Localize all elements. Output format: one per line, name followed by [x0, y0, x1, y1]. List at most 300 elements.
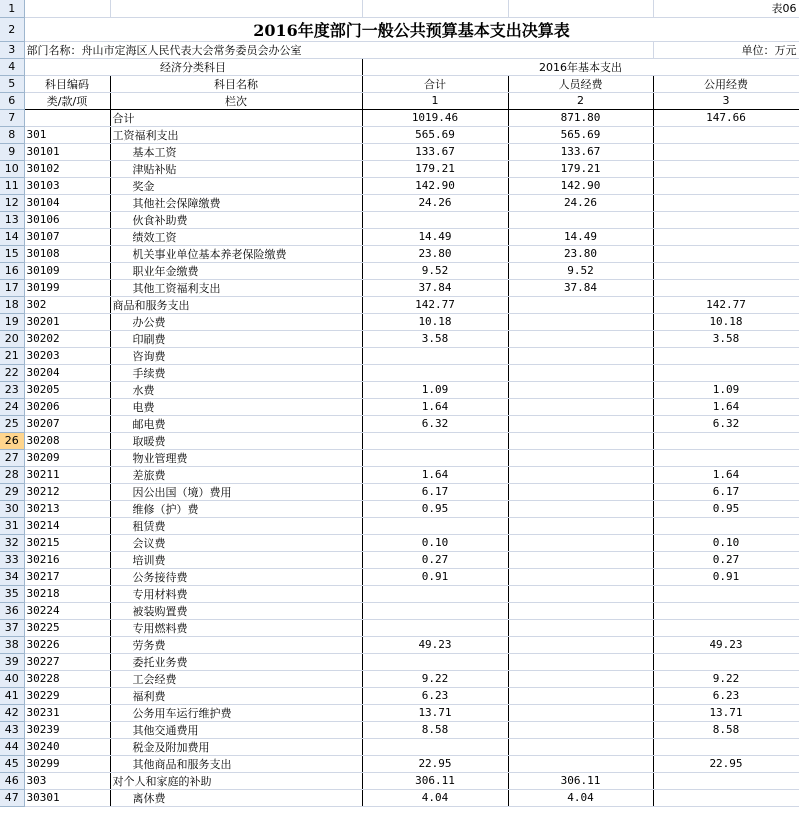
table-row [0, 279, 799, 296]
row-header[interactable]: 44 [0, 738, 24, 755]
personnel-cell[interactable] [508, 483, 653, 500]
row-header[interactable]: 1 [0, 0, 24, 17]
total-cell[interactable]: 3.58 [362, 330, 508, 347]
public-cell[interactable]: 1.64 [653, 466, 799, 483]
header-column-1[interactable]: 1 [362, 92, 508, 109]
table-row [0, 415, 799, 432]
public-cell[interactable]: 1.64 [653, 398, 799, 415]
public-cell[interactable] [653, 602, 799, 619]
public-cell[interactable] [653, 347, 799, 364]
code-cell[interactable]: 30101 [24, 143, 110, 160]
total-cell[interactable] [362, 585, 508, 602]
unit-label[interactable]: 单位：万元 [653, 41, 799, 58]
code-cell[interactable]: 30213 [24, 500, 110, 517]
personnel-cell[interactable]: 142.90 [508, 177, 653, 194]
header-level[interactable]: 类/款/项 [24, 92, 110, 109]
name-cell[interactable]: 津贴补贴 [110, 160, 362, 177]
row-header[interactable]: 14 [0, 228, 24, 245]
row-header[interactable]: 43 [0, 721, 24, 738]
name-cell[interactable]: 专用燃料费 [110, 619, 362, 636]
cell[interactable] [362, 0, 508, 17]
name-cell[interactable]: 被装购置费 [110, 602, 362, 619]
name-cell[interactable]: 办公费 [110, 313, 362, 330]
code-cell[interactable]: 30205 [24, 381, 110, 398]
personnel-cell[interactable] [508, 687, 653, 704]
public-cell[interactable]: 9.22 [653, 670, 799, 687]
public-cell[interactable]: 6.17 [653, 483, 799, 500]
code-cell[interactable]: 30207 [24, 415, 110, 432]
personnel-cell[interactable] [508, 602, 653, 619]
code-cell[interactable]: 30108 [24, 245, 110, 262]
public-cell[interactable]: 6.32 [653, 415, 799, 432]
code-cell[interactable]: 30217 [24, 568, 110, 585]
name-cell[interactable]: 奖金 [110, 177, 362, 194]
total-cell[interactable]: 14.49 [362, 228, 508, 245]
row-header[interactable]: 5 [0, 75, 24, 92]
table-row [0, 194, 799, 211]
code-cell[interactable]: 30215 [24, 534, 110, 551]
row-header[interactable]: 41 [0, 687, 24, 704]
name-cell[interactable]: 水费 [110, 381, 362, 398]
personnel-cell[interactable] [508, 500, 653, 517]
public-cell[interactable]: 3.58 [653, 330, 799, 347]
total-cell[interactable] [362, 364, 508, 381]
total-cell[interactable]: 13.71 [362, 704, 508, 721]
public-cell[interactable] [653, 160, 799, 177]
code-cell[interactable]: 30228 [24, 670, 110, 687]
table-row [0, 551, 799, 568]
name-cell[interactable]: 物业管理费 [110, 449, 362, 466]
code-cell[interactable]: 30107 [24, 228, 110, 245]
total-cell[interactable]: 565.69 [362, 126, 508, 143]
personnel-cell[interactable]: 4.04 [508, 789, 653, 806]
personnel-cell[interactable] [508, 738, 653, 755]
code-cell[interactable]: 30212 [24, 483, 110, 500]
row-header[interactable]: 17 [0, 279, 24, 296]
public-cell[interactable] [653, 585, 799, 602]
personnel-cell[interactable] [508, 313, 653, 330]
name-cell[interactable]: 因公出国（境）费用 [110, 483, 362, 500]
table-row [0, 449, 799, 466]
name-cell[interactable]: 税金及附加费用 [110, 738, 362, 755]
header-column-3[interactable]: 3 [653, 92, 799, 109]
personnel-cell[interactable] [508, 636, 653, 653]
total-cell[interactable]: 142.77 [362, 296, 508, 313]
name-cell[interactable]: 租赁费 [110, 517, 362, 534]
row-header[interactable]: 31 [0, 517, 24, 534]
code-cell[interactable]: 30202 [24, 330, 110, 347]
row-header[interactable]: 38 [0, 636, 24, 653]
row-header[interactable]: 9 [0, 143, 24, 160]
row-header[interactable]: 6 [0, 92, 24, 109]
personnel-cell[interactable] [508, 653, 653, 670]
total-cell[interactable]: 0.10 [362, 534, 508, 551]
name-cell[interactable]: 机关事业单位基本养老保险缴费 [110, 245, 362, 262]
public-cell[interactable]: 1.09 [653, 381, 799, 398]
header-public[interactable]: 公用经费 [653, 75, 799, 92]
public-cell[interactable]: 142.77 [653, 296, 799, 313]
row-header[interactable]: 26 [0, 432, 24, 449]
personnel-cell[interactable] [508, 211, 653, 228]
code-cell[interactable]: 30106 [24, 211, 110, 228]
total-cell[interactable] [362, 602, 508, 619]
total-cell[interactable] [362, 347, 508, 364]
table-row [0, 432, 799, 449]
name-cell[interactable]: 离休费 [110, 789, 362, 806]
code-cell[interactable]: 30214 [24, 517, 110, 534]
code-cell[interactable]: 30201 [24, 313, 110, 330]
name-cell[interactable]: 专用材料费 [110, 585, 362, 602]
row-header[interactable]: 8 [0, 126, 24, 143]
name-cell[interactable]: 印刷费 [110, 330, 362, 347]
row-header[interactable]: 16 [0, 262, 24, 279]
code-cell[interactable]: 30218 [24, 585, 110, 602]
table-row [0, 466, 799, 483]
total-cell[interactable] [362, 517, 508, 534]
public-cell[interactable] [653, 364, 799, 381]
public-cell[interactable] [653, 789, 799, 806]
table-row [0, 483, 799, 500]
row-header[interactable]: 39 [0, 653, 24, 670]
name-cell[interactable]: 伙食补助费 [110, 211, 362, 228]
code-cell[interactable]: 301 [24, 126, 110, 143]
public-cell[interactable]: 8.58 [653, 721, 799, 738]
personnel-cell[interactable]: 871.80 [508, 109, 653, 126]
personnel-cell[interactable]: 37.84 [508, 279, 653, 296]
public-cell[interactable] [653, 279, 799, 296]
row-header[interactable]: 3 [0, 41, 24, 58]
public-cell[interactable] [653, 738, 799, 755]
personnel-cell[interactable] [508, 296, 653, 313]
total-cell[interactable] [362, 653, 508, 670]
name-cell[interactable]: 合计 [110, 109, 362, 126]
code-cell[interactable]: 30229 [24, 687, 110, 704]
total-cell[interactable] [362, 211, 508, 228]
personnel-cell[interactable] [508, 517, 653, 534]
table-row [0, 262, 799, 279]
personnel-cell[interactable]: 179.21 [508, 160, 653, 177]
personnel-cell[interactable] [508, 398, 653, 415]
row-header[interactable]: 47 [0, 789, 24, 806]
row-header[interactable]: 29 [0, 483, 24, 500]
personnel-cell[interactable] [508, 466, 653, 483]
public-cell[interactable]: 0.10 [653, 534, 799, 551]
public-cell[interactable]: 10.18 [653, 313, 799, 330]
header-basic-expenditure[interactable]: 2016年基本支出 [362, 58, 799, 75]
table-row [0, 245, 799, 262]
public-cell[interactable]: 22.95 [653, 755, 799, 772]
public-cell[interactable]: 0.27 [653, 551, 799, 568]
personnel-cell[interactable] [508, 381, 653, 398]
public-cell[interactable] [653, 177, 799, 194]
row-header[interactable]: 28 [0, 466, 24, 483]
department-name[interactable]: 部门名称：舟山市定海区人民代表大会常务委员会办公室 [24, 41, 653, 58]
public-cell[interactable]: 0.95 [653, 500, 799, 517]
code-cell[interactable]: 30208 [24, 432, 110, 449]
personnel-cell[interactable] [508, 585, 653, 602]
row-header[interactable]: 25 [0, 415, 24, 432]
public-cell[interactable]: 13.71 [653, 704, 799, 721]
public-cell[interactable] [653, 126, 799, 143]
total-cell[interactable]: 133.67 [362, 143, 508, 160]
name-cell[interactable]: 职业年金缴费 [110, 262, 362, 279]
personnel-cell[interactable]: 306.11 [508, 772, 653, 789]
row-header[interactable]: 45 [0, 755, 24, 772]
row-header[interactable]: 24 [0, 398, 24, 415]
row-header[interactable]: 27 [0, 449, 24, 466]
code-cell[interactable]: 30109 [24, 262, 110, 279]
name-cell[interactable]: 绩效工资 [110, 228, 362, 245]
code-cell[interactable]: 30199 [24, 279, 110, 296]
public-cell[interactable]: 0.91 [653, 568, 799, 585]
row-header[interactable]: 15 [0, 245, 24, 262]
total-cell[interactable] [362, 619, 508, 636]
code-cell[interactable]: 303 [24, 772, 110, 789]
name-cell[interactable]: 电费 [110, 398, 362, 415]
public-cell[interactable] [653, 228, 799, 245]
row-header[interactable]: 36 [0, 602, 24, 619]
header-personnel[interactable]: 人员经费 [508, 75, 653, 92]
code-cell[interactable]: 302 [24, 296, 110, 313]
header-economic-class[interactable]: 经济分类科目 [24, 58, 362, 75]
code-cell[interactable]: 30104 [24, 194, 110, 211]
public-cell[interactable] [653, 432, 799, 449]
total-cell[interactable]: 1.64 [362, 398, 508, 415]
row-header[interactable]: 2 [0, 17, 24, 41]
total-cell[interactable]: 8.58 [362, 721, 508, 738]
header-column-2[interactable]: 2 [508, 92, 653, 109]
row-header[interactable]: 12 [0, 194, 24, 211]
row-header[interactable]: 46 [0, 772, 24, 789]
table-row [0, 534, 799, 551]
name-cell[interactable]: 其他交通费用 [110, 721, 362, 738]
code-cell[interactable]: 30301 [24, 789, 110, 806]
name-cell[interactable]: 手续费 [110, 364, 362, 381]
table-row [0, 653, 799, 670]
table-row [0, 143, 799, 160]
name-cell[interactable]: 会议费 [110, 534, 362, 551]
code-cell[interactable]: 30226 [24, 636, 110, 653]
name-cell[interactable]: 其他社会保障缴费 [110, 194, 362, 211]
table-row [0, 602, 799, 619]
total-cell[interactable]: 23.80 [362, 245, 508, 262]
total-cell[interactable]: 6.32 [362, 415, 508, 432]
header-total[interactable]: 合计 [362, 75, 508, 92]
table-row [0, 755, 799, 772]
total-cell[interactable]: 6.23 [362, 687, 508, 704]
name-cell[interactable]: 咨询费 [110, 347, 362, 364]
table-row [0, 296, 799, 313]
personnel-cell[interactable]: 23.80 [508, 245, 653, 262]
code-cell[interactable]: 30206 [24, 398, 110, 415]
total-cell[interactable]: 0.91 [362, 568, 508, 585]
personnel-cell[interactable] [508, 755, 653, 772]
public-cell[interactable]: 6.23 [653, 687, 799, 704]
row-header[interactable]: 30 [0, 500, 24, 517]
name-cell[interactable]: 基本工资 [110, 143, 362, 160]
name-cell[interactable]: 工资福利支出 [110, 126, 362, 143]
personnel-cell[interactable] [508, 347, 653, 364]
personnel-cell[interactable]: 133.67 [508, 143, 653, 160]
name-cell[interactable]: 维修（护）费 [110, 500, 362, 517]
public-cell[interactable] [653, 449, 799, 466]
code-cell[interactable] [24, 109, 110, 126]
total-cell[interactable]: 179.21 [362, 160, 508, 177]
public-cell[interactable] [653, 262, 799, 279]
personnel-cell[interactable] [508, 704, 653, 721]
name-cell[interactable]: 公务用车运行维护费 [110, 704, 362, 721]
name-cell[interactable]: 培训费 [110, 551, 362, 568]
code-cell[interactable]: 30231 [24, 704, 110, 721]
personnel-cell[interactable] [508, 432, 653, 449]
row-header[interactable]: 37 [0, 619, 24, 636]
total-cell[interactable]: 0.27 [362, 551, 508, 568]
personnel-cell[interactable] [508, 330, 653, 347]
code-cell[interactable]: 30103 [24, 177, 110, 194]
row-header[interactable]: 33 [0, 551, 24, 568]
name-cell[interactable]: 对个人和家庭的补助 [110, 772, 362, 789]
table-row [0, 772, 799, 789]
total-cell[interactable]: 10.18 [362, 313, 508, 330]
row-header[interactable]: 4 [0, 58, 24, 75]
row-header[interactable]: 40 [0, 670, 24, 687]
code-cell[interactable]: 30216 [24, 551, 110, 568]
name-cell[interactable]: 公务接待费 [110, 568, 362, 585]
row-header[interactable]: 42 [0, 704, 24, 721]
table-row [0, 636, 799, 653]
personnel-cell[interactable] [508, 551, 653, 568]
public-cell[interactable] [653, 211, 799, 228]
row-header[interactable]: 23 [0, 381, 24, 398]
total-cell[interactable] [362, 432, 508, 449]
total-cell[interactable]: 9.52 [362, 262, 508, 279]
total-cell[interactable]: 1.64 [362, 466, 508, 483]
public-cell[interactable] [653, 653, 799, 670]
total-cell[interactable]: 306.11 [362, 772, 508, 789]
public-cell[interactable] [653, 772, 799, 789]
header-code[interactable]: 科目编码 [24, 75, 110, 92]
name-cell[interactable]: 邮电费 [110, 415, 362, 432]
name-cell[interactable]: 委托业务费 [110, 653, 362, 670]
name-cell[interactable]: 工会经费 [110, 670, 362, 687]
code-cell[interactable]: 30225 [24, 619, 110, 636]
name-cell[interactable]: 其他商品和服务支出 [110, 755, 362, 772]
name-cell[interactable]: 其他工资福利支出 [110, 279, 362, 296]
code-cell[interactable]: 30224 [24, 602, 110, 619]
public-cell[interactable] [653, 619, 799, 636]
name-cell[interactable]: 差旅费 [110, 466, 362, 483]
code-cell[interactable]: 30240 [24, 738, 110, 755]
cell[interactable] [110, 0, 362, 17]
personnel-cell[interactable] [508, 670, 653, 687]
total-cell[interactable]: 142.90 [362, 177, 508, 194]
row-header[interactable]: 10 [0, 160, 24, 177]
table-row [0, 687, 799, 704]
code-cell[interactable]: 30203 [24, 347, 110, 364]
public-cell[interactable]: 49.23 [653, 636, 799, 653]
public-cell[interactable] [653, 194, 799, 211]
table-row [0, 789, 799, 806]
personnel-cell[interactable] [508, 619, 653, 636]
code-cell[interactable]: 30227 [24, 653, 110, 670]
total-cell[interactable]: 1.09 [362, 381, 508, 398]
name-cell[interactable]: 商品和服务支出 [110, 296, 362, 313]
personnel-cell[interactable] [508, 568, 653, 585]
row-header[interactable]: 11 [0, 177, 24, 194]
code-cell[interactable]: 30239 [24, 721, 110, 738]
total-cell[interactable]: 6.17 [362, 483, 508, 500]
code-cell[interactable]: 30211 [24, 466, 110, 483]
table-row [0, 670, 799, 687]
code-cell[interactable]: 30299 [24, 755, 110, 772]
table-row [0, 500, 799, 517]
personnel-cell[interactable]: 14.49 [508, 228, 653, 245]
public-cell[interactable] [653, 517, 799, 534]
public-cell[interactable]: 147.66 [653, 109, 799, 126]
personnel-cell[interactable]: 565.69 [508, 126, 653, 143]
row-header[interactable]: 21 [0, 347, 24, 364]
total-cell[interactable] [362, 449, 508, 466]
row-header[interactable]: 32 [0, 534, 24, 551]
personnel-cell[interactable] [508, 721, 653, 738]
total-cell[interactable]: 9.22 [362, 670, 508, 687]
row-header[interactable]: 35 [0, 585, 24, 602]
name-cell[interactable]: 福利费 [110, 687, 362, 704]
personnel-cell[interactable]: 9.52 [508, 262, 653, 279]
name-cell[interactable]: 劳务费 [110, 636, 362, 653]
row-header[interactable]: 18 [0, 296, 24, 313]
cell[interactable] [508, 0, 653, 17]
table-row [0, 568, 799, 585]
personnel-cell[interactable] [508, 449, 653, 466]
personnel-cell[interactable] [508, 534, 653, 551]
personnel-cell[interactable] [508, 415, 653, 432]
code-cell[interactable]: 30102 [24, 160, 110, 177]
total-cell[interactable]: 1019.46 [362, 109, 508, 126]
total-cell[interactable]: 4.04 [362, 789, 508, 806]
total-cell[interactable] [362, 738, 508, 755]
total-cell[interactable]: 0.95 [362, 500, 508, 517]
personnel-cell[interactable] [508, 364, 653, 381]
table-row [0, 721, 799, 738]
table-row [0, 313, 799, 330]
header-column-index[interactable]: 栏次 [110, 92, 362, 109]
personnel-cell[interactable]: 24.26 [508, 194, 653, 211]
code-cell[interactable]: 30209 [24, 449, 110, 466]
header-name[interactable]: 科目名称 [110, 75, 362, 92]
public-cell[interactable] [653, 245, 799, 262]
row-header[interactable]: 20 [0, 330, 24, 347]
table-number[interactable]: 表06 [653, 0, 799, 17]
row-header[interactable]: 22 [0, 364, 24, 381]
sheet-title[interactable]: 2016年度部门一般公共预算基本支出决算表 [24, 17, 799, 41]
table-row [0, 160, 799, 177]
row-header[interactable]: 34 [0, 568, 24, 585]
total-cell[interactable]: 24.26 [362, 194, 508, 211]
code-cell[interactable]: 30204 [24, 364, 110, 381]
cell[interactable] [24, 0, 110, 17]
public-cell[interactable] [653, 143, 799, 160]
row-header[interactable]: 13 [0, 211, 24, 228]
table-row [0, 585, 799, 602]
name-cell[interactable]: 取暖费 [110, 432, 362, 449]
table-row [0, 126, 799, 143]
total-cell[interactable]: 37.84 [362, 279, 508, 296]
row-header[interactable]: 7 [0, 109, 24, 126]
total-cell[interactable]: 22.95 [362, 755, 508, 772]
row-header[interactable]: 19 [0, 313, 24, 330]
total-cell[interactable]: 49.23 [362, 636, 508, 653]
